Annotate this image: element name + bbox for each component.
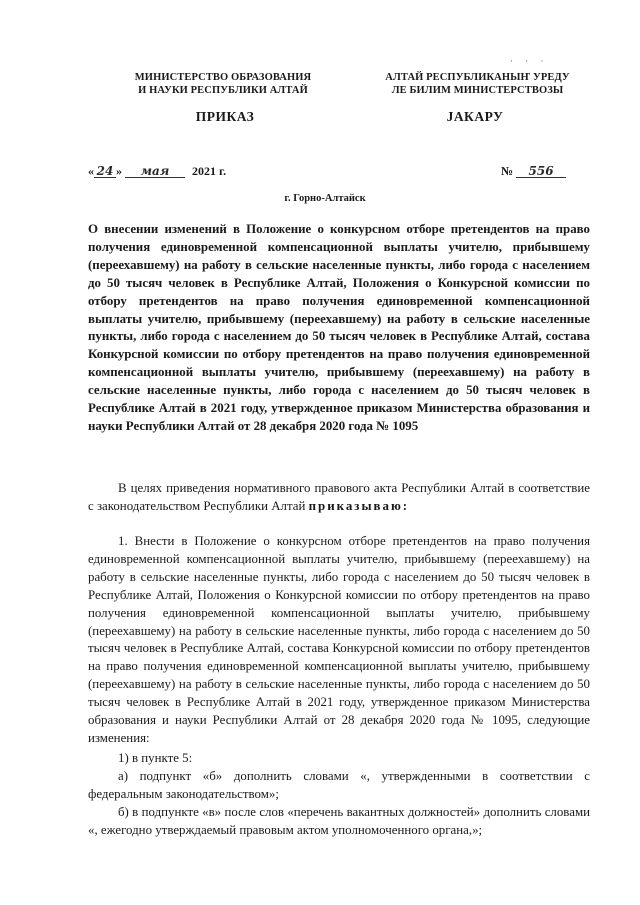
diacritic-marks: ˙ ˙ ˙ (510, 59, 549, 69)
order-title-altai: JАКАРУ (446, 109, 504, 124)
paragraph-1: 1. Внести в Положение о конкурсном отборе претендентов на право получения единовременной компенсационной выплаты учителю, прибывшему (переехавшему) на работу в сельские населенные пункты, либо города с населением до 50 тысяч человек в Республике Алтай, Положения о Конкурсной комиссии по отбору претендентов на право получения единовременной компенсационной выплаты учителю, прибывшему (переехавшему) на работу в сельские населенные пункты, либо города с населением до 50 тысяч человек в Республике Алтай, состава Конкурсной комиссии по отбору претендентов на право получения единовременной компенсационной выплаты учителю, прибывшему (переехавшему) на работу в сельские населенные пункты, либо города с населением до 50 тысяч человек в Республике Алтай в 2021 году, утвержденное приказом Министерства образования и науки Республики Алтай от 28 декабря 2020 года № 1095, следующие изменения: (88, 534, 590, 745)
ministry-name-line-2: И НАУКИ РЕСПУБЛИКИ АЛТАЙ (138, 85, 308, 96)
ministry-name-altai (385, 71, 570, 97)
paragraph-subitem-a: а) подпункт «б» дополнить словами «, утвержденными в соответствии с федеральным законодательством»; (88, 769, 590, 801)
paragraph-subitem-1: 1) в пункте 5: (118, 751, 193, 765)
date-year: 2021 г. (192, 164, 227, 178)
city-name: г. Горно-Алтайск (284, 193, 366, 204)
preamble (88, 480, 590, 516)
date-month: мая (140, 164, 170, 178)
ministry-name-line-1: МИНИСТЕРСТВО ОБРАЗОВАНИЯ (134, 72, 312, 83)
ministry-name-russian (133, 71, 313, 97)
date-open-quote: « (88, 164, 94, 178)
order-title-russian: ПРИКАЗ (195, 109, 255, 124)
date-close-quote: » (116, 164, 122, 178)
number-label: № (501, 164, 514, 178)
order-subject-title: О внесении изменений в Положение о конкурсном отборе претендентов на право получения единовременной компенсационной выплаты учителю, прибывшему (переехавшему) на работу в сельские населенные пункты, либо города с населением до 50 тысяч человек в Республике Алтай, Положения о Конкурсной комиссии по отбору претендентов на право получения единовременной компенсационной выплаты учителю, прибывшему (переехавшему) на работу в сельские населенные пункты, либо города с населением до 50 тысяч человек в Республике Алтай, состава Конкурсной комиссии по отбору претендентов на право получения единовременной компенсационной выплаты учителю, прибывшему (переехавшему) на работу в сельские населенные пункты, либо города с населением до 50 тысяч человек в Республике Алтай в 2021 году, утвержденное приказом Министерства образования и науки Республики Алтай от 28 декабря 2020 года № 1095 (88, 222, 590, 433)
date-day: 24 (96, 164, 114, 178)
order-date (88, 164, 226, 179)
preamble-order-word: приказываю: (308, 498, 410, 513)
ministry-name-altai-line-1: АЛТАЙ РЕСПУБЛИКАНЫҤ УРЕДУ (385, 72, 570, 83)
ministry-name-altai-line-2: ЛЕ БИЛИМ МИНИСТЕРСТВОЗЫ (391, 85, 564, 96)
preamble-text: В целях приведения нормативного правового акта Республики Алтай в соответствие с законодательством Республики Алтай (88, 481, 590, 513)
paragraph-subitem-b: б) в подпункте «в» после слов «перечень вакантных должностей» дополнить словами «, ежегодно утверждаемый правовым актом уполномоченного органа,»; (88, 805, 590, 837)
number-value: 556 (528, 164, 554, 178)
order-number (501, 164, 566, 179)
